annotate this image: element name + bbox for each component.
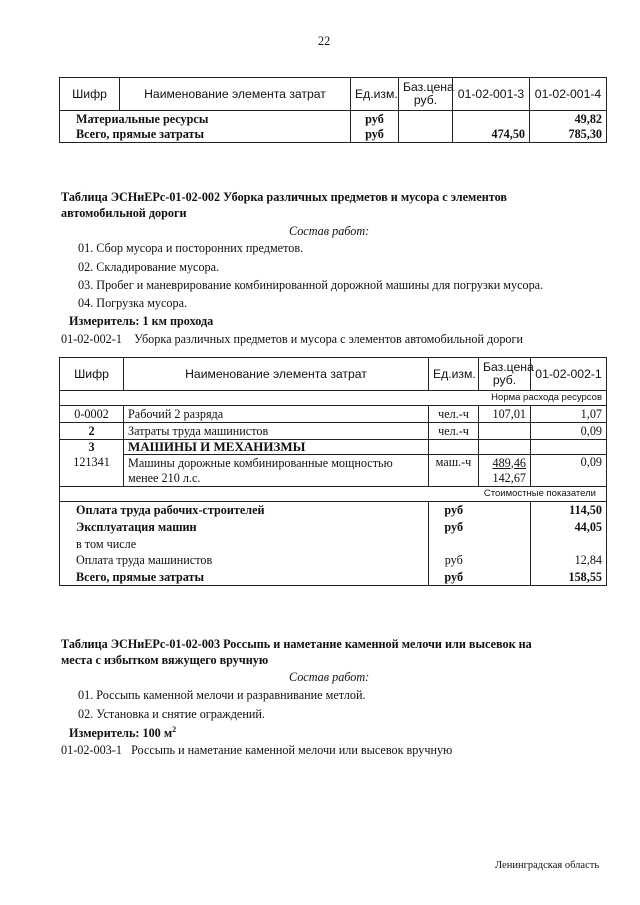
col-header: 01-02-002-1 — [531, 358, 607, 391]
cell-unit: чел.-ч — [429, 423, 479, 440]
col-header: Ед.изм. — [429, 358, 479, 391]
table-row — [60, 455, 607, 487]
work-item: 01. Сбор мусора и посторонних предметов. — [78, 241, 304, 255]
col-header: Баз.цена руб. — [399, 78, 453, 111]
footer-region: Ленинградская область — [495, 860, 600, 871]
row-unit: руб — [351, 111, 399, 127]
cost-name: Эксплуатация машин — [60, 519, 429, 536]
cost-unit: руб — [429, 569, 479, 586]
table-01-02-002 — [59, 357, 607, 586]
table-row — [60, 406, 607, 423]
cell-name: Затраты труда машинистов — [124, 423, 429, 440]
table-row — [60, 536, 607, 552]
table-row — [60, 519, 607, 536]
cell-value: 0,09 — [531, 455, 607, 487]
work-item: 01. Россыпь каменной мелочи и разравнивание метлой. — [78, 688, 366, 702]
cost-unit: руб — [429, 519, 479, 536]
table-row — [60, 111, 607, 127]
cost-value: 114,50 — [531, 502, 607, 519]
code-line: 01-02-002-1 Уборка различных предметов и мусора с элементов автомобильной дороги — [61, 332, 524, 346]
work-item: 02. Установка и снятие ограждений. — [78, 707, 265, 721]
col-header: Наименование элемента затрат — [124, 358, 429, 391]
row-label: Материальные ресурсы — [60, 111, 351, 127]
cell-price: 489,46 — [492, 455, 526, 470]
meter-label — [69, 725, 176, 741]
col-header: Наименование элемента затрат — [120, 78, 351, 111]
cost-value — [531, 536, 607, 552]
cell-price: 107,01 — [479, 406, 531, 423]
row-unit: руб — [351, 127, 399, 143]
cell-code: 0-0002 — [60, 406, 124, 423]
section-title: Таблица ЭСНиЕРс-01-02-002 Уборка различных предметов и мусора с элементов — [61, 190, 507, 204]
work-item: 03. Пробег и маневрирование комбинированной дорожной машины для погрузки мусора. — [78, 278, 544, 292]
cost-value: 44,05 — [531, 519, 607, 536]
section-title-cont: автомобильной дороги — [61, 206, 187, 220]
section-title-cont: места с избытком вяжущего вручную — [61, 653, 269, 667]
col-header: Ед.изм. — [351, 78, 399, 111]
cell-code: 121341 — [60, 455, 124, 487]
works-heading: Состав работ: — [289, 670, 370, 684]
cell-code: 3 — [60, 440, 124, 455]
cell-price — [479, 423, 531, 440]
table-row — [60, 502, 607, 519]
row-label: Всего, прямые затраты — [60, 127, 351, 143]
table-row — [60, 552, 607, 569]
work-item: 04. Погрузка мусора. — [78, 296, 188, 310]
cost-value: 158,55 — [531, 569, 607, 586]
cell-name-cont: менее 210 л.с. — [128, 470, 201, 485]
col-header: Баз.цена руб. — [479, 358, 531, 391]
cell-value: 1,07 — [531, 406, 607, 423]
table-row — [60, 423, 607, 440]
cost-name: Оплата труда рабочих-строителей — [60, 502, 429, 519]
cost-unit: руб — [429, 552, 479, 569]
table-01-02-001 — [59, 77, 607, 143]
cost-name: Всего, прямые затраты — [60, 569, 429, 586]
work-item: 02. Складирование мусора. — [78, 260, 220, 274]
table-row — [60, 127, 607, 143]
cost-unit: руб — [429, 502, 479, 519]
cell-name: Машины дорожные комбинированные мощностью — [128, 455, 393, 470]
cell-name: МАШИНЫ И МЕХАНИЗМЫ — [124, 440, 429, 455]
cell-value: 0,09 — [531, 423, 607, 440]
cost-label: Стоимостные показатели — [60, 487, 607, 502]
cost-unit — [429, 536, 479, 552]
col-header: 01-02-001-3 — [453, 78, 530, 111]
meter-sup: 2 — [172, 725, 177, 734]
row-value: 474,50 — [453, 127, 530, 143]
col-header: Шифр — [60, 78, 120, 111]
row-value: 785,30 — [530, 127, 607, 143]
cell-name: Рабочий 2 разряда — [124, 406, 429, 423]
meter-text: Измеритель: 100 м — [69, 726, 173, 741]
cost-value: 12,84 — [531, 552, 607, 569]
cost-name: Оплата труда машинистов — [60, 552, 429, 569]
cell-unit: чел.-ч — [429, 406, 479, 423]
col-header: 01-02-001-4 — [530, 78, 607, 111]
row-value — [453, 111, 530, 127]
table-row — [60, 440, 607, 455]
works-heading: Состав работ: — [289, 224, 370, 238]
row-value: 49,82 — [530, 111, 607, 127]
meter-label: Измеритель: 1 км прохода — [69, 314, 214, 328]
section-title: Таблица ЭСНиЕРс-01-02-003 Россыпь и наметание каменной мелочи или высевок на — [61, 637, 532, 651]
page-number: 22 — [318, 34, 331, 48]
norm-label: Норма расхода ресурсов — [60, 391, 607, 406]
cell-unit: маш.-ч — [429, 455, 479, 487]
cost-name: в том числе — [60, 536, 429, 552]
table-row — [60, 569, 607, 586]
code-line: 01-02-003-1 Россыпь и наметание каменной мелочи или высевок вручную — [61, 743, 453, 757]
col-header: Шифр — [60, 358, 124, 391]
cell-price-sub: 142,67 — [492, 470, 526, 485]
cell-code: 2 — [60, 423, 124, 440]
